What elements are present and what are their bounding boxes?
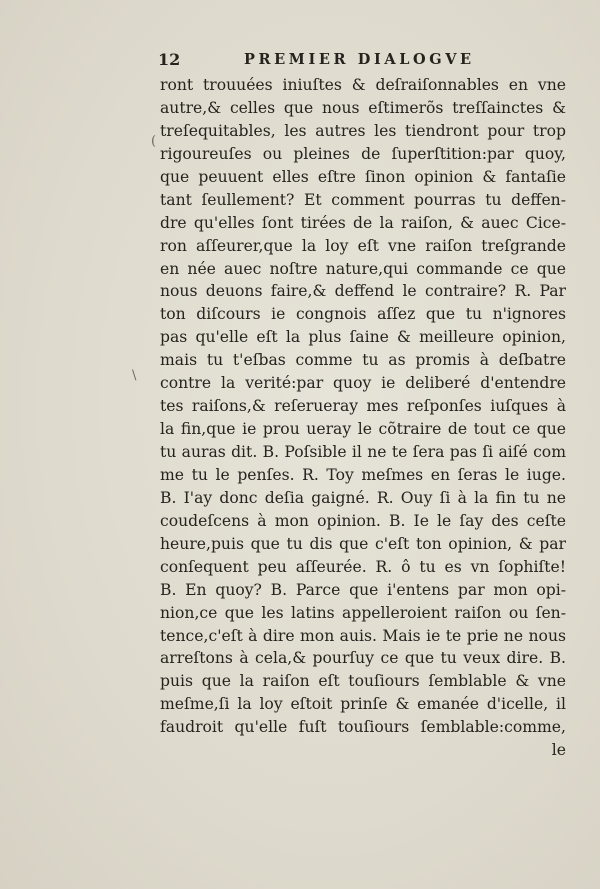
text-line: puis que la raiſon eſt touſiours ſemblable & vne xyxy=(160,672,566,691)
text-line: faudroit qu'elle fuſt touſiours ſemblable:comme, xyxy=(160,718,566,737)
text-line: ton diſcours ie congnois aſſez que tu n'ignores xyxy=(160,305,566,324)
text-line: B. En quoy? B. Parce que i'entens par mon opi- xyxy=(160,580,566,599)
text-line: dre qu'elles ſont tirées de la raiſon, & auec Cice- xyxy=(160,213,566,232)
text-line: nion,ce que les latins appelleroient raiſon ou ſen- xyxy=(160,603,566,622)
text-line: meſme,ſi la loy eſtoit prinſe & emanée d'icelle, il xyxy=(160,695,566,714)
text-line: en née auec noſtre nature,qui commande ce que xyxy=(160,259,566,278)
margin-mark: \ xyxy=(132,368,137,383)
text-line: treſequitables, les autres les tiendront pour trop xyxy=(160,121,566,140)
text-line: tes raiſons,& reſerueray mes reſponſes iuſques à xyxy=(160,397,566,416)
page-number: 12 xyxy=(158,50,181,69)
text-line: tence,c'eſt à dire mon auis. Mais ie te prie ne nous xyxy=(160,626,566,645)
text-line: ront trouuées iniuſtes & deſraiſonnables en vne xyxy=(160,76,566,94)
text-line: nous deuons faire,& deffend le contraire? R. Par xyxy=(160,282,566,301)
text-block xyxy=(160,74,566,762)
text-line: heure,puis que tu dis que c'eſt ton opinion, & par xyxy=(160,534,566,553)
text-line: B. I'ay donc deſia gaigné. R. Ouy ſi à la fin tu ne xyxy=(160,488,566,507)
running-head: PREMIER DIALOGVE xyxy=(244,51,475,68)
text-line: coudeſcens à mon opinion. B. Ie le ſay des ceſte xyxy=(160,511,566,530)
text-line: mais tu t'eſbas comme tu as promis à deſbatre xyxy=(160,351,566,370)
text-line: pas qu'elle eſt la plus ſaine & meilleure opinion, xyxy=(160,328,566,347)
catchword: le xyxy=(551,741,566,760)
text-line: tu auras dit. B. Poſsible il ne te ſera pas ſi aiſé com xyxy=(160,443,566,461)
text-line: autre,& celles que nous eſtimerõs treſſainctes & xyxy=(160,98,566,117)
page-header xyxy=(158,50,562,70)
text-line: contre la verité:par quoy ie deliberé d'entendre xyxy=(160,374,566,393)
text-line: arreſtons à cela,& pourſuy ce que tu veux dire. B. xyxy=(160,649,566,668)
text-line: tant ſeullement? Et comment pourras tu deffen- xyxy=(160,190,566,209)
text-line: me tu le penſes. R. Toy meſmes en ſeras le iuge. xyxy=(160,465,566,484)
text-line: conſequent peu aſſeurée. R. ô tu es vn ſophiſte! xyxy=(160,557,566,576)
text-line: ron aſſeurer,que la loy eſt vne raiſon treſgrande xyxy=(160,236,566,255)
text-line: rigoureuſes ou pleines de ſuperſtition:par quoy, xyxy=(160,144,566,163)
text-line: que peuuent elles eſtre ſinon opinion & fantaſie xyxy=(160,167,566,186)
margin-mark: ( xyxy=(151,134,157,149)
text-line: la fin,que ie prou ueray le cõtraire de tout ce que xyxy=(160,420,566,439)
